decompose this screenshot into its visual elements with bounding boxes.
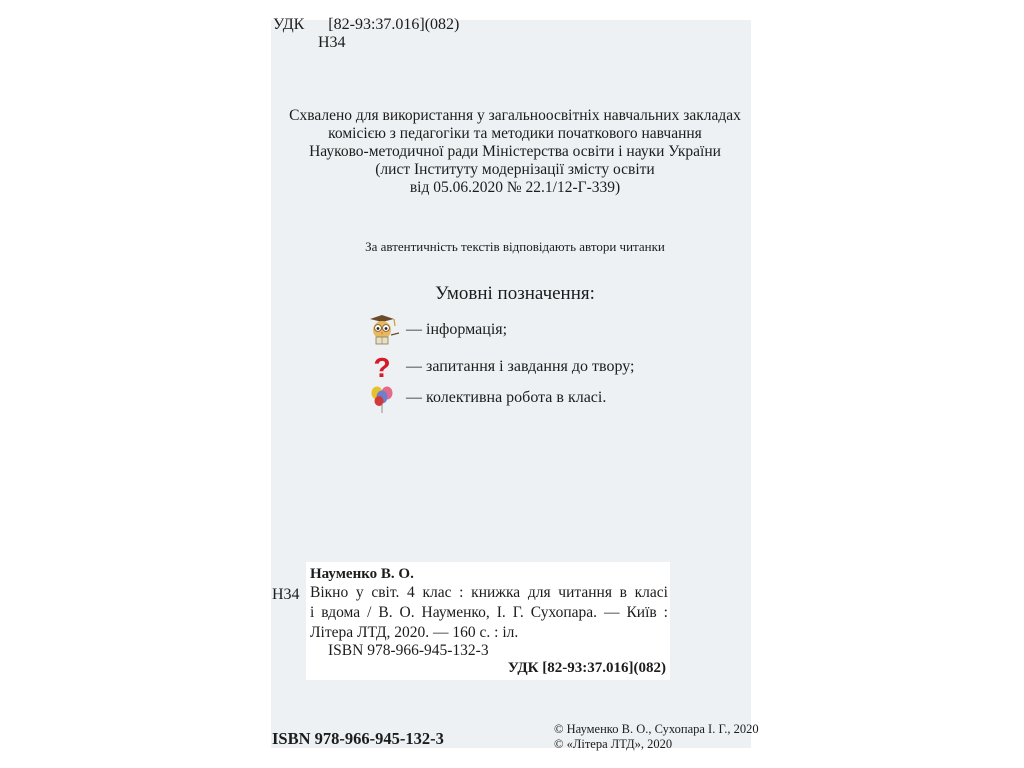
copyright-publisher: © «Літера ЛТД», 2020 (554, 737, 673, 751)
approval-statement (271, 107, 759, 197)
catalog-description-line: Вікно у світ. 4 клас : книжка для читання в класі (310, 584, 668, 601)
catalog-card (306, 562, 670, 680)
approval-line: Схвалено для використання у загальноосвітніх навчальних закладах (289, 107, 741, 124)
approval-line: Науково-методичної ради Міністерства освіти і науки України (309, 143, 721, 160)
legend-text: — інформація; (406, 321, 508, 338)
catalog-isbn: ISBN 978-966-945-132-3 (328, 642, 489, 659)
udk-label: УДК (273, 16, 305, 33)
isbn-footer: ISBN 978-966-945-132-3 (272, 729, 444, 748)
catalog-author: Науменко В. О. (310, 566, 414, 582)
approval-line: (лист Інституту модернізації змісту освіти (375, 161, 655, 178)
author-mark: Н34 (318, 34, 346, 51)
legend-item-information (362, 314, 507, 346)
udk-header (273, 16, 459, 34)
catalog-udk: УДК [82-93:37.016](082) (507, 660, 666, 676)
svg-text:?: ? (373, 352, 391, 383)
legend-text: — колективна робота в класі. (406, 389, 607, 406)
owl-icon (362, 314, 402, 346)
udk-code: [82-93:37.016](082) (328, 16, 460, 33)
authenticity-note: За автентичність текстів відповідають автори читанки (365, 239, 665, 254)
copyright-authors: © Науменко В. О., Сухопара І. Г., 2020 (554, 722, 759, 736)
approval-line: від 05.06.2020 № 22.1/12-Г-339) (409, 179, 621, 196)
legend-item-questions (362, 351, 634, 383)
catalog-description-line: і вдома / В. О. Науменко, І. Г. Сухопара. — Київ : (310, 604, 668, 621)
question-mark-icon (362, 351, 402, 383)
legend-title: Умовні позначення: (435, 283, 595, 304)
catalog-description-line: Літера ЛТД, 2020. — 160 с. : іл. (310, 624, 519, 641)
balloons-icon (362, 382, 402, 414)
legend-item-group-work (362, 382, 606, 414)
legend-text: — запитання і завдання до твору; (406, 358, 635, 375)
approval-line: комісією з педагогіки та методики початкового навчання (328, 125, 702, 142)
catalog-mark: Н34 (272, 586, 300, 603)
